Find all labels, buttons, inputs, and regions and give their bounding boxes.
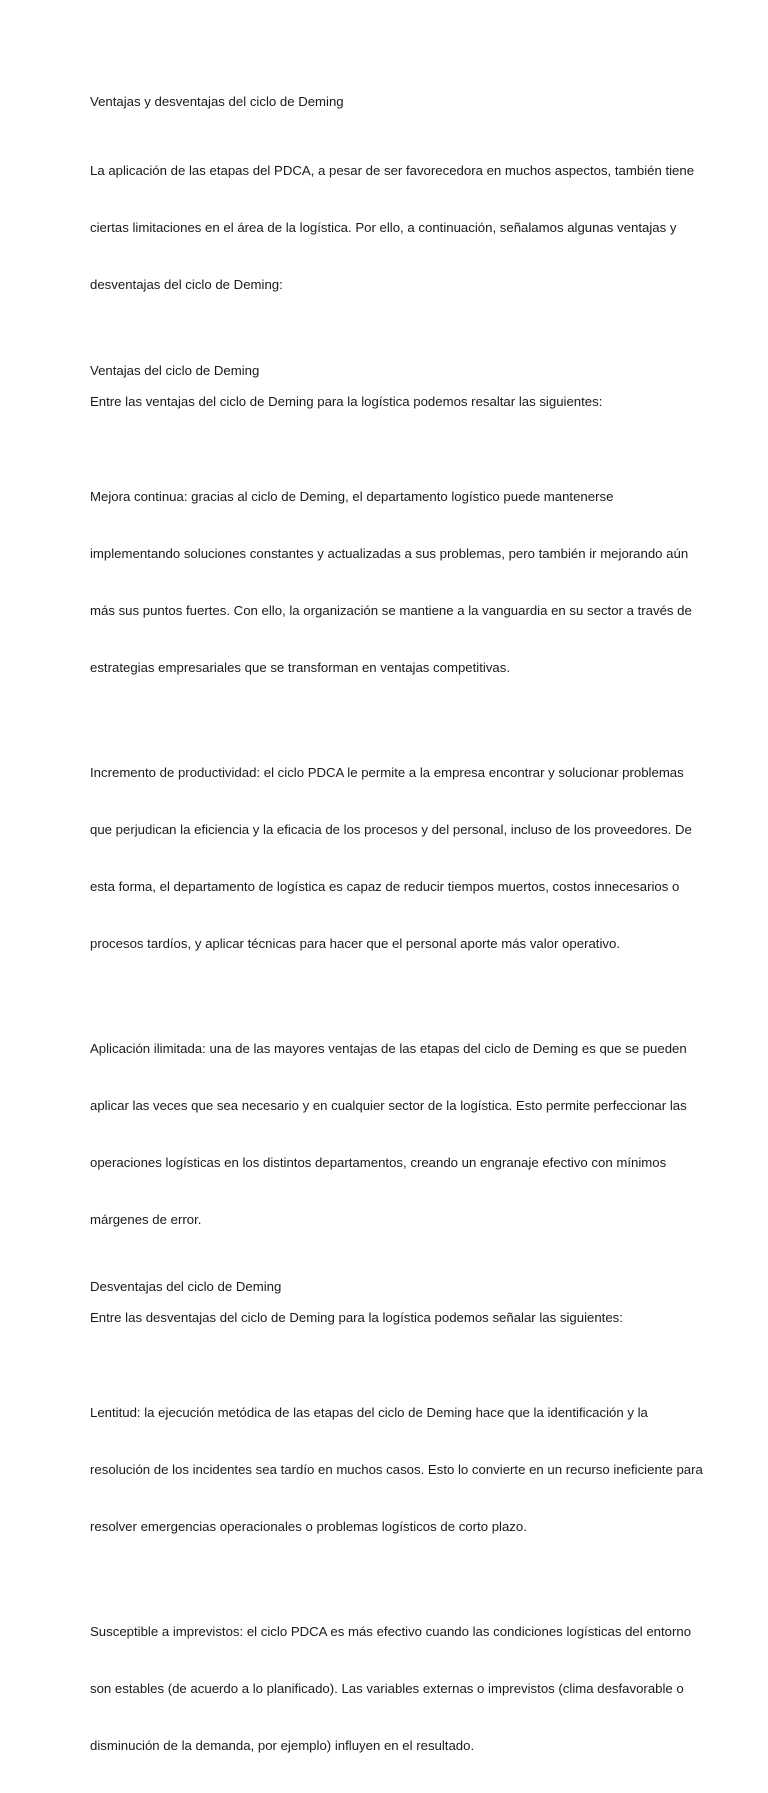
advantage-continuous-improvement xyxy=(90,449,690,715)
advantage-line: más sus puntos fuertes. Con ello, la organización se mantiene a la vanguardia en su sector a través de xyxy=(90,603,692,618)
disadvantage-line: son estables (de acuerdo a lo planificado). Las variables externas o imprevistos (clima desfavorable o xyxy=(90,1681,684,1696)
disadvantage-line: disminución de la demanda, por ejemplo) influyen en el resultado. xyxy=(90,1738,475,1753)
advantage-line: Incremento de productividad: el ciclo PDCA le permite a la empresa encontrar y solucionar problemas xyxy=(90,765,684,780)
advantage-line: operaciones logísticas en los distintos departamentos, creando un engranaje efectivo con mínimos xyxy=(90,1155,667,1170)
advantage-line: aplicar las veces que sea necesario y en cualquier sector de la logística. Esto permite perfeccionar las xyxy=(90,1098,687,1113)
intro-line: La aplicación de las etapas del PDCA, a pesar de ser favorecedora en muchos aspectos, también tiene xyxy=(90,163,695,178)
document-body xyxy=(90,92,703,1793)
advantage-line: esta forma, el departamento de logística es capaz de reducir tiempos muertos, costos innecesarios o xyxy=(90,879,680,894)
advantage-line: márgenes de error. xyxy=(90,1212,202,1227)
heading-advantages: Ventajas del ciclo de Deming xyxy=(90,363,260,378)
advantage-unlimited-application xyxy=(90,1001,690,1267)
disadvantage-line: Lentitud: la ejecución metódica de las etapas del ciclo de Deming hace que la identificación y la xyxy=(90,1405,648,1420)
advantage-line: procesos tardíos, y aplicar técnicas para hacer que el personal aporte más valor operativo. xyxy=(90,936,620,951)
disadvantage-line: resolver emergencias operacionales o problemas logísticos de corto plazo. xyxy=(90,1519,527,1534)
advantages-intro-paragraph: Entre las ventajas del ciclo de Deming para la logística podemos resaltar las siguientes: xyxy=(90,394,603,409)
advantage-line: Mejora continua: gracias al ciclo de Deming, el departamento logístico puede mantenerse xyxy=(90,489,614,504)
advantage-line: estrategias empresariales que se transforman en ventajas competitivas. xyxy=(90,660,511,675)
intro-paragraph xyxy=(90,123,695,332)
disadvantage-slowness xyxy=(90,1365,703,1574)
advantage-line: implementando soluciones constantes y actualizadas a sus problemas, pero también ir mejorando aún xyxy=(90,546,689,561)
disadvantage-unforeseen-events xyxy=(90,1584,690,1793)
advantage-productivity-increase xyxy=(90,725,690,991)
advantage-line: que perjudican la eficiencia y la eficacia de los procesos y del personal, incluso de los proveedores. De xyxy=(90,822,692,837)
disadvantages-intro-paragraph: Entre las desventajas del ciclo de Deming para la logística podemos señalar las siguientes: xyxy=(90,1310,623,1325)
heading-disadvantages: Desventajas del ciclo de Deming xyxy=(90,1279,282,1294)
intro-line: desventajas del ciclo de Deming: xyxy=(90,277,283,292)
advantage-line: Aplicación ilimitada: una de las mayores ventajas de las etapas del ciclo de Deming es que se pueden xyxy=(90,1041,687,1056)
disadvantage-line: Susceptible a imprevistos: el ciclo PDCA es más efectivo cuando las condiciones logísticas del entorno xyxy=(90,1624,692,1639)
disadvantage-line: resolución de los incidentes sea tardío en muchos casos. Esto lo convierte en un recurso ineficiente para xyxy=(90,1462,703,1477)
intro-line: ciertas limitaciones en el área de la logística. Por ello, a continuación, señalamos algunas ventajas y xyxy=(90,220,677,235)
heading-advantages-and-disadvantages: Ventajas y desventajas del ciclo de Deming xyxy=(90,94,344,109)
